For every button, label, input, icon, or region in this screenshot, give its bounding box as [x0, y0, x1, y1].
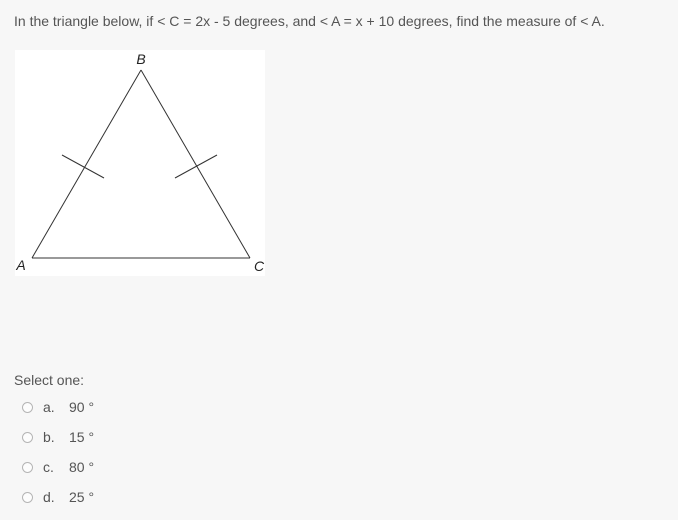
question-text: In the triangle below, if < C = 2x - 5 degrees, and < A = x + 10 degrees, find the measure of < A.	[14, 13, 605, 29]
radio-button-icon[interactable]	[22, 402, 33, 413]
option-value: 80 °	[69, 459, 95, 475]
answer-options	[22, 392, 94, 512]
tick-mark-ab	[62, 155, 104, 178]
answer-option-b[interactable]	[22, 422, 94, 452]
option-value: 25 °	[69, 489, 95, 505]
vertex-label-b: B	[136, 51, 146, 67]
side-ab	[32, 70, 141, 258]
option-letter: c.	[43, 459, 54, 475]
radio-button-icon[interactable]	[22, 492, 33, 503]
option-letter: b.	[43, 429, 55, 445]
answer-option-a[interactable]	[22, 392, 94, 422]
triangle-figure	[15, 50, 265, 276]
vertex-label-a: A	[16, 257, 26, 273]
side-bc	[141, 70, 250, 258]
answer-option-d[interactable]	[22, 482, 94, 512]
answer-option-c[interactable]	[22, 452, 94, 482]
vertex-label-c: C	[253, 258, 265, 274]
tick-mark-bc	[175, 155, 217, 178]
option-letter: d.	[43, 489, 55, 505]
radio-button-icon[interactable]	[22, 432, 33, 443]
option-value: 15 °	[69, 429, 95, 445]
option-letter: a.	[43, 399, 55, 415]
radio-button-icon[interactable]	[22, 462, 33, 473]
select-one-prompt: Select one:	[14, 372, 85, 388]
triangle-diagram	[15, 50, 265, 276]
option-value: 90 °	[69, 399, 95, 415]
